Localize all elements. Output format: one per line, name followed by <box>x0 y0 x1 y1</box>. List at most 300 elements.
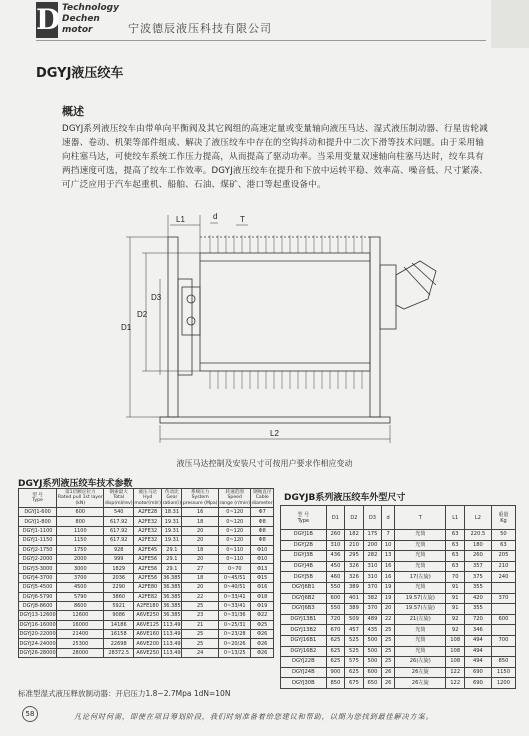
base-frame <box>160 417 390 423</box>
table-cell: 108 <box>446 646 465 657</box>
table-cell: 720 <box>464 614 491 625</box>
table-cell: 625 <box>345 667 364 678</box>
table-cell: 16000 <box>57 620 104 629</box>
table-cell: 20 <box>182 583 219 592</box>
label-l2: L2 <box>270 429 279 438</box>
table-cell: 18.31 <box>162 508 182 517</box>
table-cell: 200 <box>363 540 382 551</box>
column-header: 传动比 Gear ration(i) <box>162 489 182 506</box>
table-cell: 357 <box>464 561 491 572</box>
table-cell: 20 <box>182 526 219 535</box>
table-cell: 36.385 <box>163 612 181 619</box>
table-cell: A6VE200 <box>134 639 162 648</box>
table-cell: 18 <box>182 573 219 582</box>
table-cell: 420 <box>464 593 491 604</box>
table-cell: 1750 <box>57 545 104 554</box>
column-header: 液压马达 Hyd motor(ml/r) <box>134 489 161 506</box>
table-cell: 295 <box>345 551 364 562</box>
table-cell: DGYJ6B2 <box>281 593 327 604</box>
table-cell: 260 <box>464 551 491 562</box>
table-cell: DGYJ1B <box>281 530 327 541</box>
table-cell: 122 <box>446 678 465 689</box>
table-cell: 850 <box>326 678 345 689</box>
table-cell: 509 <box>345 614 364 625</box>
table-row <box>19 508 274 517</box>
table-cell: DGYJ1-1100 <box>19 526 57 535</box>
table-cell: 23 <box>182 611 219 620</box>
table-cell: 720 <box>326 614 345 625</box>
table-cell: 240 <box>491 572 515 583</box>
table-cell: 21400 <box>57 630 104 639</box>
table-cell: 2036 <box>104 573 134 582</box>
table-cell: Φ8 <box>251 517 274 526</box>
page-title: DGYJ液压绞车 <box>36 66 124 81</box>
header-divider <box>36 40 486 41</box>
footer-slogan: 凡论何时何需，即使在项目筹划阶段，我们时刻准备着给您建议和帮助，以期为您找到最佳解决方案。 <box>74 712 434 721</box>
table-cell: 28000 <box>57 648 104 657</box>
table-cell: 0~110 <box>219 554 251 563</box>
table-cell: 617.92 <box>104 536 134 545</box>
table-cell: 500 <box>363 635 382 646</box>
table-cell: 800 <box>57 517 104 526</box>
company-logo: D <box>36 3 61 36</box>
table-cell: DGYJ13-12600 <box>19 612 56 619</box>
label-d1: D1 <box>121 323 132 332</box>
table-cell: 25 <box>382 657 395 668</box>
column-header: D1 <box>326 506 345 530</box>
table-row <box>281 678 516 689</box>
table-cell: DGYJ13B2 <box>281 625 327 636</box>
table-cell: 0~110 <box>219 545 251 554</box>
table-row <box>19 592 274 601</box>
brake-note: 标准型湿式液压释放制动器：开启压力1.8~2.7Mpa 1dN=10N <box>18 689 231 698</box>
table-cell: DGYJ5-4500 <box>19 583 57 592</box>
table-row <box>19 620 274 629</box>
table-row <box>281 657 516 668</box>
table-row <box>19 517 274 526</box>
table-row <box>281 530 516 541</box>
table-cell: 63 <box>446 530 465 541</box>
table-cell: 600 <box>363 667 382 678</box>
table-cell: 19.57(左旋) <box>395 604 446 615</box>
table-cell: 0~45/51 <box>219 573 251 582</box>
table-cell: DGYJ2-1750 <box>19 545 57 554</box>
column-header: 重量 Kg <box>491 506 515 530</box>
table-cell: 850 <box>491 657 515 668</box>
table-row <box>19 564 274 573</box>
table-cell: 29.1 <box>162 564 182 573</box>
table-cell: DGYJ30B <box>281 678 327 689</box>
column-header: 型 号 Type <box>281 506 327 530</box>
table-cell: 0~20/26 <box>219 639 251 648</box>
table-cell: 25 <box>382 625 395 636</box>
table-cell: 25 <box>182 639 219 648</box>
column-header: 钢索最大 Total disp(ml/rev) <box>104 489 133 506</box>
table-cell: 550 <box>326 604 345 615</box>
table-cell: 19 <box>382 582 395 593</box>
table-cell: A6VE250 <box>134 648 162 657</box>
motor-housing <box>380 265 396 329</box>
motor-detail <box>412 263 436 285</box>
table-cell: DGYJ24B <box>281 667 327 678</box>
table-cell: 389 <box>345 582 364 593</box>
table-cell: DGYJ13B1 <box>281 614 327 625</box>
table-cell: 27 <box>182 564 219 573</box>
table-cell: 25 <box>382 635 395 646</box>
table-cell: Φ15 <box>251 573 274 582</box>
table-cell: DGYJ3-3000 <box>19 564 57 573</box>
table-cell: Φ26 <box>251 639 274 648</box>
table-row <box>19 526 274 535</box>
table-cell: 108 <box>446 635 465 646</box>
label-d2: D2 <box>137 310 148 319</box>
table-cell: 310 <box>326 540 345 551</box>
table-cell: A2FE45 <box>134 545 162 554</box>
column-header: d <box>382 506 395 530</box>
table-cell <box>491 625 515 636</box>
table-cell: 70 <box>446 572 465 583</box>
table-cell: 5921 <box>104 601 134 610</box>
table-cell: 26 <box>382 678 395 689</box>
spec-table-title: DGYJ系列液压绞车技术参数 <box>18 479 133 489</box>
table-cell: A2FE56 <box>134 573 162 582</box>
table-cell: 16 <box>182 508 219 517</box>
table-cell: 26左旋 <box>395 667 446 678</box>
table-cell: 382 <box>363 593 382 604</box>
table-row <box>281 551 516 562</box>
table-cell: 26左旋 <box>395 678 446 689</box>
table-cell: 50 <box>491 530 515 541</box>
table-cell: 2290 <box>104 583 134 592</box>
table-cell: 25 <box>382 646 395 657</box>
table-cell: 625 <box>326 646 345 657</box>
table-cell: 0~120 <box>219 536 251 545</box>
table-cell: A2FE32 <box>134 517 162 526</box>
table-cell: 1150 <box>57 536 104 545</box>
table-cell: 19.31 <box>162 517 182 526</box>
table-cell: 3000 <box>57 564 104 573</box>
table-cell: 19.57(左旋) <box>395 593 446 604</box>
table-cell: 550 <box>326 582 345 593</box>
column-header: 转速范围 Speed range (r/min) <box>219 489 250 506</box>
table-cell: A2FE32 <box>134 526 162 535</box>
table-cell: 457 <box>345 625 364 636</box>
table-cell: 690 <box>464 667 491 678</box>
table-cell: 375 <box>464 572 491 583</box>
table-cell: 光筒 <box>395 582 446 593</box>
table-cell: DGYJ6-5790 <box>19 592 57 601</box>
table-cell: 20 <box>382 604 395 615</box>
table-cell: 63 <box>491 540 515 551</box>
table-cell: 光筒 <box>395 551 446 562</box>
table-cell: 29.1 <box>162 554 182 563</box>
table-cell: 91 <box>446 582 465 593</box>
table-cell: DGYJ6B1 <box>281 582 327 593</box>
table-cell: 1200 <box>491 678 515 689</box>
table-cell: 0~70 <box>219 564 251 573</box>
table-cell: 1829 <box>104 564 134 573</box>
table-cell: A2FE80 <box>134 583 162 592</box>
table-row <box>281 572 516 583</box>
table-cell: 0~120 <box>219 508 251 517</box>
table-cell: 25 <box>182 630 219 639</box>
table-cell: A2FE82 <box>134 592 162 601</box>
table-cell: DGYJ4-3700 <box>19 573 57 582</box>
table-cell: 108 <box>446 657 465 668</box>
table-cell: 370 <box>363 582 382 593</box>
column-header: L1 <box>446 506 465 530</box>
table-cell: 18 <box>182 517 219 526</box>
table-cell: 13 <box>382 551 395 562</box>
table-cell: 370 <box>491 593 515 604</box>
table-row <box>281 593 516 604</box>
logo-wordmark <box>62 3 119 36</box>
table-cell: 9086 <box>104 611 134 620</box>
table-row <box>281 582 516 593</box>
table-cell: 2000 <box>57 554 104 563</box>
table-cell: Φ26 <box>251 648 274 657</box>
table-row <box>281 614 516 625</box>
column-header: D3 <box>363 506 382 530</box>
table-cell: 25 <box>182 601 219 610</box>
table-cell: 675 <box>345 678 364 689</box>
table-cell: 600 <box>326 593 345 604</box>
table-cell: DGYJ16-16000 <box>19 621 56 628</box>
table-cell: Φ10 <box>251 545 274 554</box>
left-hub <box>178 279 192 375</box>
table-row <box>19 545 274 554</box>
table-cell: 光筒 <box>395 540 446 551</box>
table-cell: 20 <box>182 554 219 563</box>
table-cell: 355 <box>464 604 491 615</box>
table-cell: 19.31 <box>162 536 182 545</box>
table-cell: 700 <box>491 635 515 646</box>
table-cell: 光筒 <box>395 635 446 646</box>
table-cell: 26 <box>382 667 395 678</box>
column-header: T <box>395 506 446 530</box>
table-cell: 光筒 <box>395 561 446 572</box>
table-cell: 28372.5 <box>104 648 134 657</box>
corner-decoration <box>491 0 529 48</box>
table-cell: 494 <box>464 635 491 646</box>
table-row <box>19 648 274 657</box>
table-cell: DGYJ24-24000 <box>19 640 56 647</box>
table-cell: 450 <box>326 561 345 572</box>
label-l1: L1 <box>176 215 185 224</box>
table-cell: DGYJ1-1150 <box>19 536 57 545</box>
table-cell: DGYJ6B3 <box>281 604 327 615</box>
table-cell: DGYJ1-600 <box>19 508 57 517</box>
table-cell: Φ8 <box>251 536 274 545</box>
table-cell: 436 <box>326 551 345 562</box>
table-cell: 19.31 <box>162 526 182 535</box>
table-row <box>281 561 516 572</box>
column-header: D2 <box>345 506 364 530</box>
table-cell: 0~40/51 <box>219 583 251 592</box>
table-cell: 29.1 <box>162 545 182 554</box>
table-row <box>281 540 516 551</box>
table-cell: 310 <box>363 572 382 583</box>
table-cell: 63 <box>446 561 465 572</box>
table-row <box>19 611 274 620</box>
table-cell: 0~31/36 <box>219 611 251 620</box>
table-cell: 670 <box>326 625 345 636</box>
table-cell: 617.92 <box>104 526 134 535</box>
table-cell: DGYJ1-800 <box>19 517 57 526</box>
table-cell: 16158 <box>104 630 134 639</box>
table-cell: DGYJ3B <box>281 551 327 562</box>
table-cell: 113.49 <box>163 650 181 657</box>
table-cell: 0~120 <box>219 526 251 535</box>
table-cell: Φ16 <box>251 583 274 592</box>
table-cell: 650 <box>363 678 382 689</box>
table-cell: 525 <box>345 646 364 657</box>
table-cell: 36.385 <box>163 584 181 591</box>
table-cell: 600 <box>57 508 104 517</box>
gear-circle <box>187 317 195 325</box>
table-cell: 91 <box>446 593 465 604</box>
table-cell: 63 <box>446 551 465 562</box>
overview-heading: 概述 <box>62 105 84 118</box>
hydraulic-motor <box>396 261 436 309</box>
table-cell: 460 <box>326 572 345 583</box>
table-cell: 21(左旋) <box>395 614 446 625</box>
table-cell: 525 <box>345 635 364 646</box>
table-cell: 0~23/28 <box>219 630 251 639</box>
table-cell: 36.385 <box>163 574 181 581</box>
table-row <box>19 639 274 648</box>
table-cell: 光筒 <box>395 530 446 541</box>
spec-table <box>18 488 274 658</box>
table-cell: 625 <box>326 657 345 668</box>
table-cell: 0~25/31 <box>219 620 251 629</box>
table-cell: 1150 <box>491 667 515 678</box>
table-cell: Φ26 <box>251 630 274 639</box>
motor-detail <box>404 267 430 295</box>
table-cell: 26(左旋) <box>395 657 446 668</box>
table-cell: 24 <box>182 648 219 657</box>
table-cell: 310 <box>363 561 382 572</box>
table-cell: 0~120 <box>219 517 251 526</box>
table-cell: 光筒 <box>395 625 446 636</box>
table-cell: Φ8 <box>251 526 274 535</box>
table-row <box>19 554 274 563</box>
overview-text: DGYJ系列液压绞车由带单向平衡阀及其它阀组的高速定量或变量轴向液压马达、湿式液压制动器、行星齿轮减速器、卷动、机架等部件组成、解决了液压绞车中存在的空钩抖动和提升中二次下滑等技术问题。由于采用轴向柱塞马达，可使绞车系统工作压力提高，从而提高了驱动功率。当采用变量双速轴向柱塞马达时，绞车具有两挡速度可选，提高了绞车工作效率。DGYJ液压绞车在提升和下放中运转平稳、效率高、噪音低、尺寸紧凑、可广泛应用于汽车起重机、船舶、石油、煤矿、港口等起重设备中。 <box>62 124 488 190</box>
table-cell: 113.49 <box>163 631 181 638</box>
table-cell <box>491 646 515 657</box>
table-cell: A2FE28 <box>134 508 162 517</box>
column-header: 钢绳直径 Cable diameter <box>251 489 273 506</box>
table-row <box>19 630 274 639</box>
table-row <box>19 601 274 610</box>
winch-dimension-drawing <box>0 195 529 457</box>
table-cell: DGYJ22B <box>281 657 327 668</box>
table-cell: 0~33/41 <box>219 601 251 610</box>
table-cell: 36.385 <box>163 603 181 610</box>
table-cell: 22698 <box>104 639 134 648</box>
table-row <box>281 625 516 636</box>
page-number: 58 <box>22 706 38 722</box>
table-cell: 18 <box>182 545 219 554</box>
table-cell: 92 <box>446 625 465 636</box>
table-cell: 180 <box>464 540 491 551</box>
table-cell: DGYJ20-22000 <box>19 631 56 638</box>
table-cell: 122 <box>446 667 465 678</box>
table-cell: 494 <box>464 657 491 668</box>
table-cell: 500 <box>363 646 382 657</box>
table-cell: DGYJ5B <box>281 572 327 583</box>
table-cell <box>491 582 515 593</box>
table-cell: 900 <box>326 667 345 678</box>
company-name: 宁波德辰液压科技有限公司 <box>128 22 272 35</box>
table-cell: 210 <box>345 540 364 551</box>
table-cell: 435 <box>363 625 382 636</box>
table-cell: 489 <box>363 614 382 625</box>
table-cell: 19 <box>382 593 395 604</box>
table-cell: 14186 <box>104 620 134 629</box>
table-row <box>19 536 274 545</box>
table-cell: A6VE160 <box>134 630 162 639</box>
table-cell: A6VE125 <box>134 620 162 629</box>
table-cell: A2FE56 <box>134 564 162 573</box>
table-row <box>281 667 516 678</box>
logo-line: Dechen <box>62 14 100 24</box>
table-cell: Φ22 <box>251 611 274 620</box>
column-header: L2 <box>464 506 491 530</box>
drawing-caption: 液压马达控制及安装尺寸可按用户要求作相应变动 <box>176 459 353 468</box>
label-d3: D3 <box>151 293 162 302</box>
table-cell: 22 <box>182 592 219 601</box>
table-cell: 370 <box>363 604 382 615</box>
table-row <box>281 635 516 646</box>
table-cell: Φ7 <box>251 508 274 517</box>
table-cell: Φ13 <box>251 564 274 573</box>
table-cell: DGYJ8-8600 <box>19 601 57 610</box>
table-cell: DGYJ16B2 <box>281 646 327 657</box>
table-cell: 113.49 <box>163 621 181 628</box>
table-cell: Φ25 <box>251 620 274 629</box>
column-header: 型 号 Type <box>19 489 57 508</box>
table-cell: 999 <box>104 554 134 563</box>
gearbox <box>182 287 200 335</box>
table-cell: 113.49 <box>163 640 181 647</box>
table-cell: 16 <box>382 572 395 583</box>
table-cell: 4500 <box>57 583 104 592</box>
logo-line: motor <box>62 25 93 35</box>
table-cell: 175 <box>363 530 382 541</box>
table-cell: 600 <box>491 614 515 625</box>
table-cell: 575 <box>345 657 364 668</box>
table-cell: 91 <box>446 604 465 615</box>
table-cell: 10 <box>382 540 395 551</box>
table-cell: 3700 <box>57 573 104 582</box>
table-cell: 63 <box>446 540 465 551</box>
table-cell: Φ19 <box>251 601 274 610</box>
dim-table <box>280 505 516 689</box>
table-cell: 540 <box>104 508 134 517</box>
table-cell: 205 <box>491 551 515 562</box>
table-cell: 617.92 <box>104 517 134 526</box>
table-cell: 355 <box>464 582 491 593</box>
table-cell: 346 <box>464 625 491 636</box>
table-cell: 7 <box>382 530 395 541</box>
table-cell: 17(左旋) <box>395 572 446 583</box>
gear-circle <box>187 295 195 303</box>
table-cell: 1100 <box>57 526 104 535</box>
table-cell: 494 <box>464 646 491 657</box>
table-cell: 光筒 <box>395 646 446 657</box>
table-row <box>281 604 516 615</box>
